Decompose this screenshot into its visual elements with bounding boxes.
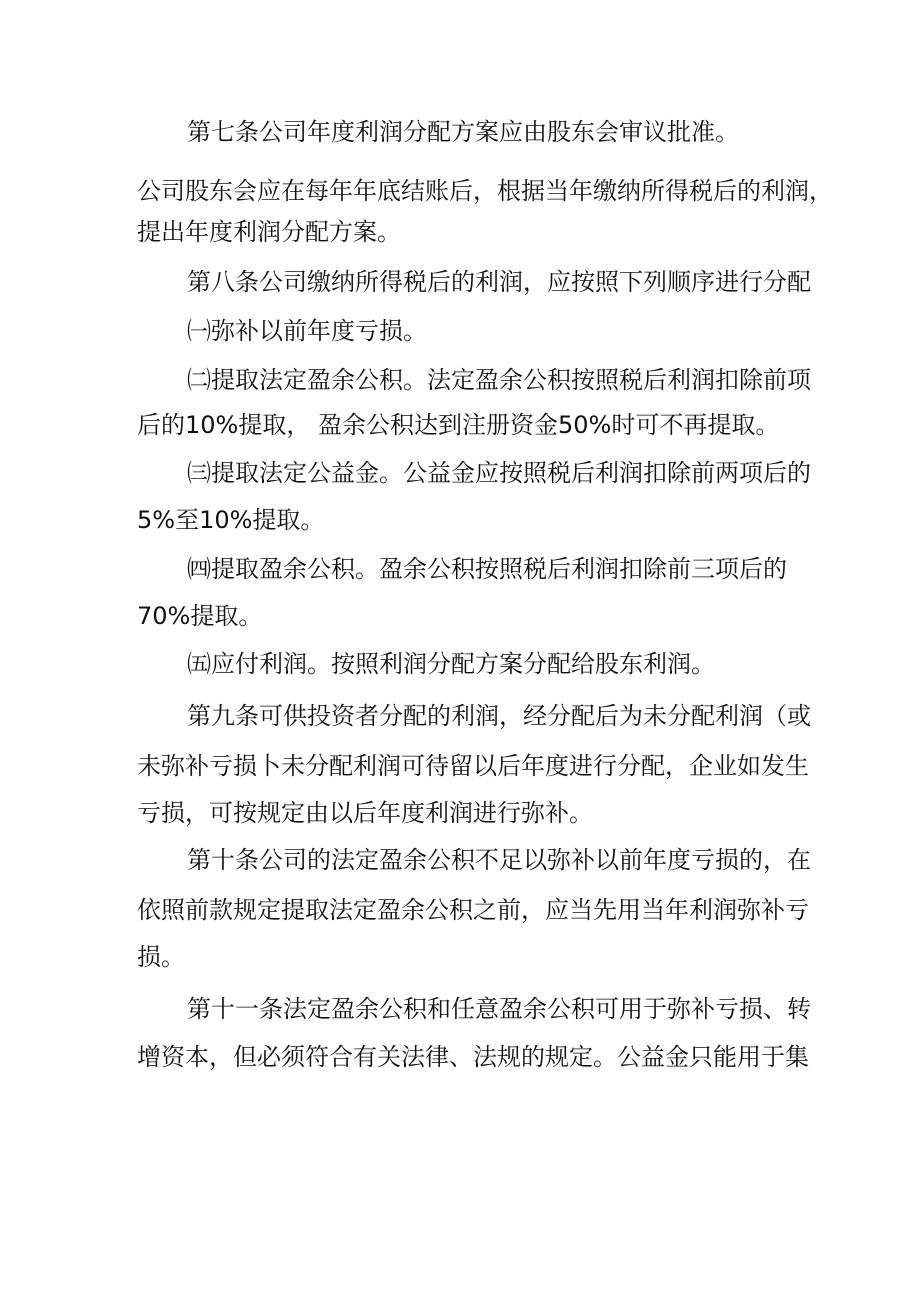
article-11-line-2: 增资本，但必须符合有关法律、法规的规定。公益金只能用于集 <box>137 1043 809 1071</box>
article-8-item-3-line-1: ㈢提取法定公益金。公益金应按照税后利润扣除前两项后的 <box>187 459 811 487</box>
article-8-line-1: 第八条公司缴纳所得税后的利润，应按照下列顺序进行分配 <box>187 268 811 296</box>
article-8-item-2-line-2: 后的10%提取， 盈余公积达到注册资金50%时可不再提取。 <box>137 411 780 439</box>
article-7-line-2: 公司股东会应在每年年底结账后，根据当年缴纳所得税后的利润， <box>137 177 833 205</box>
article-10-line-3: 损。 <box>137 943 185 971</box>
article-9-line-1: 第九条可供投资者分配的利润，经分配后为未分配利润（或 <box>187 702 811 730</box>
article-8-item-4-line-1: ㈣提取盈余公积。盈余公积按照税后利润扣除前三项后的 <box>187 555 787 583</box>
article-8-item-1: ㈠弥补以前年度亏损。 <box>187 317 427 345</box>
article-8-item-2-line-1: ㈡提取法定盈余公积。法定盈余公积按照税后利润扣除前项 <box>187 366 811 394</box>
article-8-item-5: ㈤应付利润。按照利润分配方案分配给股东利润。 <box>187 650 715 678</box>
article-11-line-1: 第十一条法定盈余公积和任意盈余公积可用于弥补亏损、转 <box>187 995 811 1023</box>
article-10-line-1: 第十条公司的法定盈余公积不足以弥补以前年度亏损的，在 <box>187 846 811 874</box>
article-10-line-2: 依照前款规定提取法定盈余公积之前，应当先用当年利润弥补亏 <box>137 896 809 924</box>
article-8-item-3-line-2: 5%至10%提取。 <box>137 506 325 534</box>
article-7-line-1: 第七条公司年度利润分配方案应由股东会审议批准。 <box>187 118 739 146</box>
article-8-item-4-line-2: 70%提取。 <box>137 602 263 630</box>
article-9-line-2: 未弥补亏损卜未分配利润可待留以后年度进行分配，企业如发生 <box>137 752 809 780</box>
article-7-line-3: 提出年度利润分配方案。 <box>137 218 401 246</box>
article-9-line-3: 亏损，可按规定由以后年度利润进行弥补。 <box>137 799 593 827</box>
